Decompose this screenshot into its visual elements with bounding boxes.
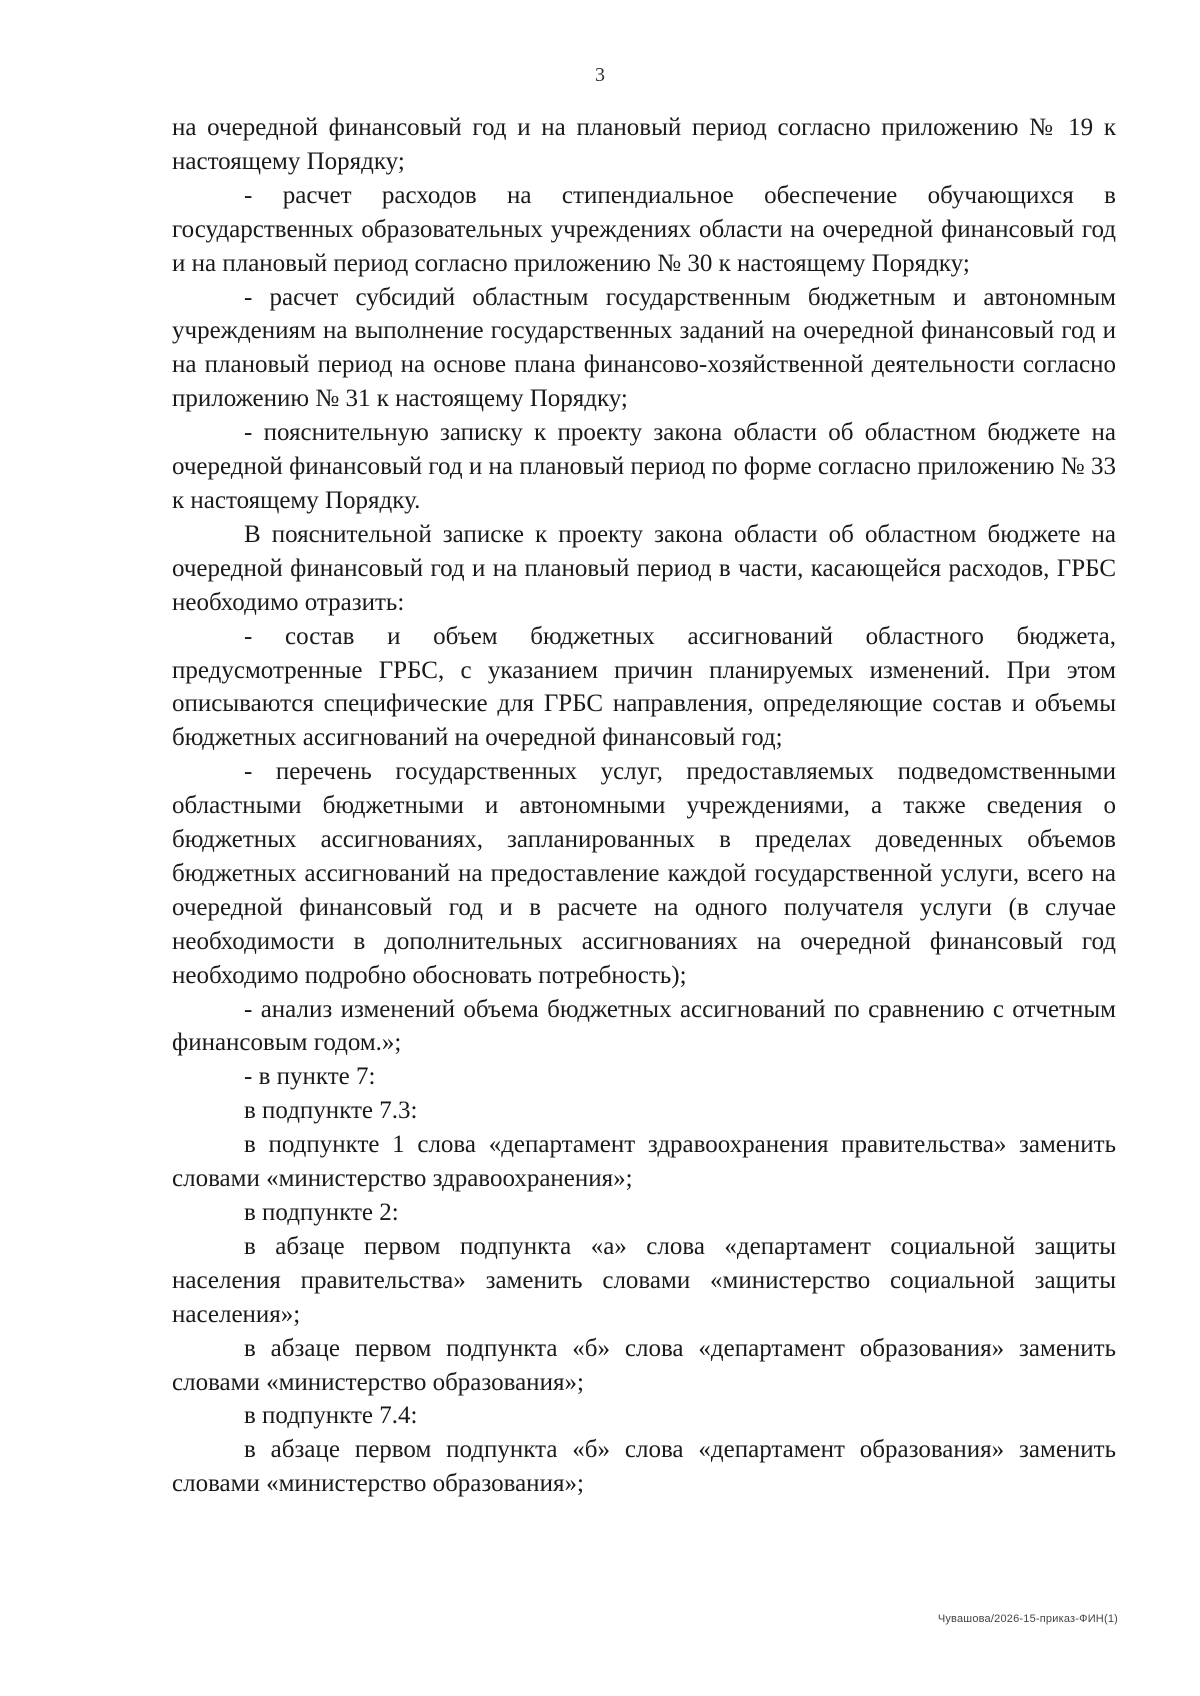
paragraph: в подпункте 2: [244,1199,399,1226]
footer-document-code: Чувашова/2026-15-приказ-ФИН(1) [937,1613,1118,1625]
paragraph-list-item: - перечень государственных услуг, предоставляемых подведомственными областными бюджетными и автономными учреждениями, а также сведения о бюджетных ассигнованиях, запланированных в пределах доведенных объемов бюджетных ассигнований на предоставление каждой государственной услуги, всего на очередной финансовый год и в расчете на одного получателя услуги (в случае необходимости в дополнительных ассигнованиях на очередной финансовый год необходимо подробно обосновать потребность); [172,758,1116,989]
paragraph: в абзаце первом подпункта «б» слова «департамент образования» заменить словами «министерство образования»; [172,1436,1116,1498]
paragraph-list-item: - состав и объем бюджетных ассигнований областного бюджета, предусмотренные ГРБС, с указанием причин планируемых изменений. При этом описываются специфические для ГРБС направления, определяющие состав и объемы бюджетных ассигнований на очередной финансовый год; [172,622,1116,752]
document-body [172,111,1116,1501]
paragraph: в подпункте 7.4: [244,1402,418,1430]
paragraph-list-item: - пояснительную записку к проекту закона области об областном бюджете на очередной финансовый год и на плановый период по форме согласно приложению № 33 к настоящему Порядку. [172,419,1116,514]
paragraph: в подпункте 1 слова «департамент здравоохранения правительства» заменить словами «министерство здравоохранения»; [172,1131,1116,1193]
paragraph-list-item: - в пункте 7: [244,1063,376,1091]
paragraph-list-item: - расчет субсидий областным государственным бюджетным и автономным учреждениям на выполнение государственных заданий на очередной финансовый год и на плановый период на основе плана финансово-хозяйственной деятельности согласно приложению № 31 к настоящему Порядку; [172,283,1116,413]
paragraph-list-item: - анализ изменений объема бюджетных ассигнований по сравнению с отчетным финансовым годом.»; [172,995,1116,1057]
paragraph: в абзаце первом подпункта «б» слова «департамент образования» заменить словами «министерство образования»; [172,1334,1116,1396]
paragraph: в абзаце первом подпункта «а» слова «департамент социальной защиты населения правительства» заменить словами «министерство социальной защиты населения»; [172,1232,1116,1328]
paragraph-list-item: - расчет расходов на стипендиальное обеспечение обучающихся в государственных образовательных учреждениях области на очередной финансовый год и на плановый период согласно приложению № 30 к настоящему Порядку; [172,181,1116,277]
paragraph-continuation: на очередной финансовый год и на плановый период согласно приложению № 19 к настоящему Порядку; [172,114,1116,175]
paragraph: В пояснительной записке к проекту закона области об областном бюджете на очередной финансовый год и на плановый период в части, касающейся расходов, ГРБС необходимо отразить: [172,520,1116,616]
page-number: 3 [595,64,605,86]
paragraph: в подпункте 7.3: [244,1097,418,1125]
